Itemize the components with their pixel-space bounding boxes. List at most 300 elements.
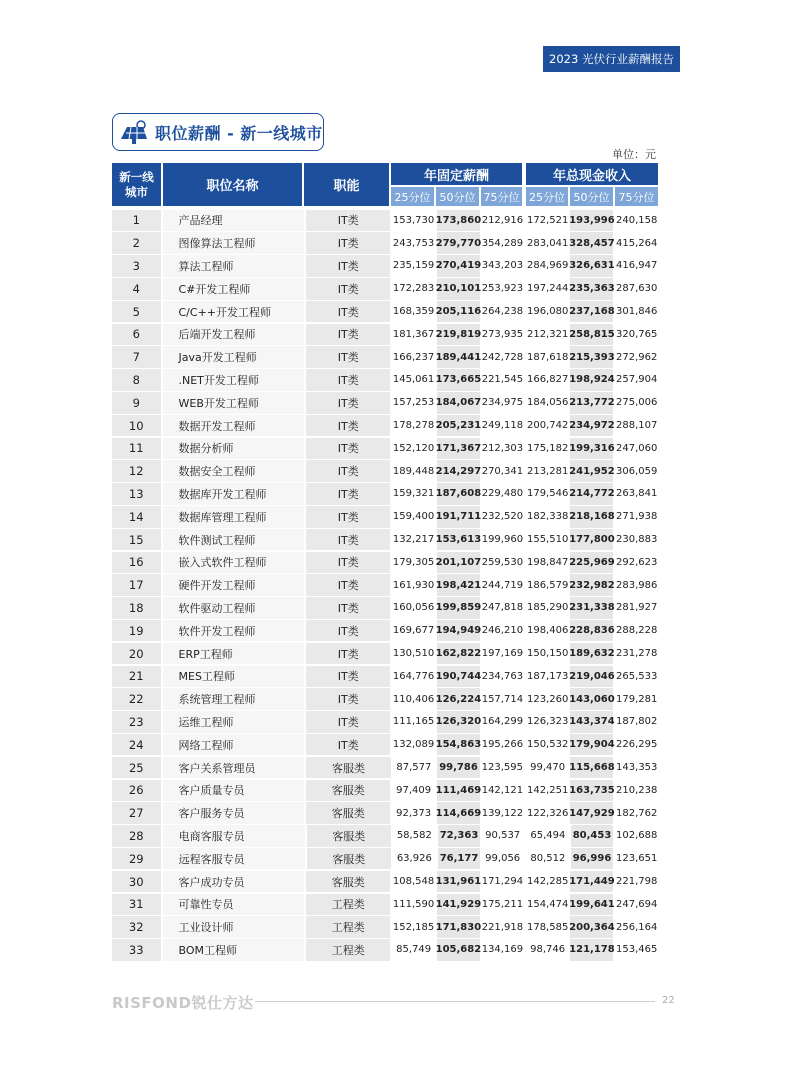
total-p50-cell: 143,374	[570, 711, 613, 733]
fixed-p25-cell: 132,217	[392, 529, 435, 551]
fixed-p50-cell: 76,177	[438, 848, 481, 870]
total-p25-cell: 184,056	[527, 392, 569, 414]
table-row	[112, 642, 658, 665]
fixed-p75-cell: 249,118	[482, 415, 523, 437]
total-p50-cell: 232,982	[570, 574, 613, 596]
row-index: 9	[112, 392, 161, 414]
total-p25-cell: 175,182	[527, 438, 569, 460]
total-p75-cell: 230,883	[615, 529, 658, 551]
table-row	[112, 437, 658, 460]
table-row	[112, 460, 658, 483]
fixed-p75-cell: 247,818	[482, 597, 523, 619]
row-index: 10	[112, 415, 161, 437]
table-row	[112, 483, 658, 506]
fixed-p75-cell: 90,537	[482, 825, 523, 847]
table-row	[112, 323, 658, 346]
fixed-p75-cell: 229,480	[482, 483, 523, 505]
subheader-total-p25: 25分位	[526, 187, 568, 206]
table-row	[112, 551, 658, 574]
job-title-cell: ERP工程师	[163, 643, 305, 665]
fixed-p25-cell: 108,548	[392, 871, 435, 893]
fixed-p25-cell: 161,930	[392, 574, 435, 596]
fixed-p75-cell: 134,169	[482, 939, 523, 961]
total-p50-cell: 237,168	[570, 301, 613, 323]
subheader-fixed-p50: 50分位	[436, 187, 479, 206]
fixed-p75-cell: 212,303	[482, 438, 523, 460]
total-p25-cell: 197,244	[527, 278, 569, 300]
job-title-cell: 图像算法工程师	[163, 232, 305, 254]
total-p50-cell: 241,952	[570, 460, 613, 482]
job-title-cell: 算法工程师	[163, 255, 305, 277]
fixed-p25-cell: 159,400	[392, 506, 435, 528]
fixed-p75-cell: 139,122	[482, 802, 523, 824]
header-fixed-pay: 年固定薪酬	[391, 163, 522, 185]
job-title-cell: 客户关系管理员	[163, 757, 305, 779]
total-p25-cell: 182,338	[527, 506, 569, 528]
table-row	[112, 939, 658, 962]
row-index: 2	[112, 232, 161, 254]
job-title-cell: 客户质量专员	[163, 780, 305, 802]
total-p75-cell: 275,006	[615, 392, 658, 414]
fixed-p75-cell: 171,294	[482, 871, 523, 893]
table-row	[112, 232, 658, 255]
function-cell: 客服类	[306, 757, 390, 779]
fixed-p50-cell: 189,441	[437, 346, 480, 368]
total-p75-cell: 263,841	[615, 483, 658, 505]
function-cell: IT类	[306, 324, 390, 346]
table-row	[112, 825, 658, 848]
job-title-cell: 后端开发工程师	[163, 324, 305, 346]
section-title-box	[112, 113, 324, 151]
table-row	[112, 893, 658, 916]
fixed-p50-cell: 205,116	[437, 301, 480, 323]
fixed-p50-cell: 219,819	[437, 324, 480, 346]
fixed-p75-cell: 142,121	[482, 780, 523, 802]
job-title-cell: 客户服务专员	[163, 802, 305, 824]
fixed-p50-cell: 187,608	[437, 483, 480, 505]
job-title-cell: Java开发工程师	[163, 346, 305, 368]
fixed-p75-cell: 242,728	[482, 346, 523, 368]
total-p75-cell: 187,802	[615, 711, 658, 733]
function-cell: IT类	[306, 392, 390, 414]
function-cell: IT类	[306, 597, 390, 619]
total-p25-cell: 283,041	[527, 232, 569, 254]
fixed-p50-cell: 154,863	[437, 734, 480, 756]
table-row	[112, 277, 658, 300]
fixed-p75-cell: 270,341	[482, 460, 523, 482]
fixed-p50-cell: 131,961	[437, 871, 480, 893]
function-cell: 客服类	[306, 871, 390, 893]
job-title-cell: 工业设计师	[163, 916, 305, 938]
fixed-p25-cell: 164,776	[392, 666, 435, 688]
total-p50-cell: 214,772	[570, 483, 613, 505]
table-row	[112, 369, 658, 392]
job-title-cell: 数据安全工程师	[163, 460, 305, 482]
job-title-cell: BOM工程师	[163, 939, 305, 961]
total-p75-cell: 281,927	[615, 597, 658, 619]
fixed-p25-cell: 181,367	[392, 324, 435, 346]
function-cell: 客服类	[307, 825, 391, 847]
total-p50-cell: 258,815	[570, 324, 613, 346]
row-index: 3	[112, 255, 161, 277]
job-title-cell: MES工程师	[163, 666, 305, 688]
total-p50-cell: 96,996	[571, 848, 614, 870]
fixed-p50-cell: 279,770	[437, 232, 480, 254]
fixed-p75-cell: 354,289	[482, 232, 523, 254]
solar-panel-icon	[119, 119, 149, 145]
row-index: 19	[112, 620, 161, 642]
fixed-p50-cell: 194,949	[437, 620, 480, 642]
fixed-p25-cell: 63,926	[393, 848, 436, 870]
table-row	[112, 733, 658, 756]
row-index: 29	[112, 848, 161, 870]
total-p25-cell: 187,618	[527, 346, 569, 368]
job-title-cell: 系统管理工程师	[163, 688, 305, 710]
job-title-cell: C#开发工程师	[163, 278, 305, 300]
row-index: 30	[112, 871, 161, 893]
subheader-total-p50: 50分位	[570, 187, 613, 206]
function-cell: IT类	[306, 460, 390, 482]
fixed-p75-cell: 175,211	[482, 894, 523, 916]
total-p25-cell: 198,406	[527, 620, 569, 642]
fixed-p50-cell: 173,860	[437, 210, 480, 232]
fixed-p25-cell: 87,577	[393, 757, 436, 779]
fixed-p25-cell: 153,730	[392, 210, 435, 232]
total-p75-cell: 256,164	[615, 916, 658, 938]
fixed-p75-cell: 232,520	[482, 506, 523, 528]
fixed-p75-cell: 164,299	[482, 711, 523, 733]
section-title: 职位薪酬 - 新一线城市	[155, 123, 323, 143]
total-p25-cell: 196,080	[527, 301, 569, 323]
header-total-cash: 年总现金收入	[526, 163, 658, 185]
total-p25-cell: 150,150	[527, 643, 569, 665]
job-title-cell: 远程客服专员	[163, 848, 305, 870]
total-p75-cell: 257,904	[615, 369, 658, 391]
report-tag: 2023 光伏行业薪酬报告	[543, 46, 680, 72]
fixed-p50-cell: 210,101	[437, 278, 480, 300]
total-p50-cell: 143,060	[570, 688, 613, 710]
job-title-cell: 数据库管理工程师	[163, 506, 305, 528]
total-p50-cell: 171,449	[570, 871, 613, 893]
function-cell: IT类	[306, 529, 390, 551]
total-p25-cell: 155,510	[527, 529, 569, 551]
fixed-p50-cell: 198,421	[437, 574, 480, 596]
fixed-p25-cell: 189,448	[392, 460, 435, 482]
total-p75-cell: 210,238	[615, 780, 658, 802]
total-p50-cell: 193,996	[570, 210, 613, 232]
job-title-cell: 软件开发工程师	[163, 620, 305, 642]
total-p50-cell: 147,929	[570, 802, 613, 824]
total-p25-cell: 150,532	[527, 734, 569, 756]
total-p75-cell: 182,762	[615, 802, 658, 824]
total-p75-cell: 320,765	[615, 324, 658, 346]
total-p25-cell: 122,326	[527, 802, 569, 824]
total-p75-cell: 283,986	[615, 574, 658, 596]
function-cell: IT类	[306, 483, 390, 505]
total-p50-cell: 121,178	[570, 939, 613, 961]
total-p50-cell: 231,338	[570, 597, 613, 619]
function-cell: IT类	[306, 369, 390, 391]
table-row	[112, 711, 658, 734]
job-title-cell: 数据库开发工程师	[163, 483, 305, 505]
header-job-name: 职位名称	[163, 163, 302, 206]
total-p75-cell: 272,962	[615, 346, 658, 368]
total-p50-cell: 179,904	[570, 734, 613, 756]
fixed-p50-cell: 162,822	[437, 643, 480, 665]
table-row	[112, 619, 658, 642]
function-cell: 工程类	[306, 894, 390, 916]
fixed-p75-cell: 212,916	[482, 210, 523, 232]
total-p50-cell: 328,457	[570, 232, 613, 254]
row-index: 6	[112, 324, 161, 346]
total-p75-cell: 143,353	[615, 757, 658, 779]
job-title-cell: C/C++开发工程师	[163, 301, 305, 323]
subheader-fixed-p25: 25分位	[391, 187, 434, 206]
job-title-cell: 产品经理	[163, 210, 305, 232]
total-p25-cell: 178,585	[527, 916, 569, 938]
fixed-p25-cell: 130,510	[392, 643, 435, 665]
total-p25-cell: 284,969	[527, 255, 569, 277]
footer-logo: RISFOND锐仕方达	[112, 994, 254, 1012]
total-p25-cell: 213,281	[527, 460, 569, 482]
total-p50-cell: 115,668	[570, 757, 613, 779]
fixed-p75-cell: 197,169	[482, 643, 523, 665]
fixed-p25-cell: 235,159	[392, 255, 435, 277]
fixed-p75-cell: 246,210	[482, 620, 523, 642]
fixed-p75-cell: 199,960	[482, 529, 523, 551]
total-p75-cell: 288,228	[615, 620, 658, 642]
total-p75-cell: 226,295	[615, 734, 658, 756]
total-p25-cell: 212,321	[527, 324, 569, 346]
row-index: 17	[112, 574, 161, 596]
row-index: 7	[112, 346, 161, 368]
function-cell: 客服类	[306, 802, 390, 824]
fixed-p50-cell: 114,669	[437, 802, 480, 824]
row-index: 5	[112, 301, 161, 323]
total-p75-cell: 179,281	[615, 688, 658, 710]
row-index: 14	[112, 506, 161, 528]
total-p75-cell: 288,107	[615, 415, 658, 437]
unit-label: 单位：元	[612, 148, 656, 161]
fixed-p50-cell: 171,367	[437, 438, 480, 460]
job-title-cell: 电商客服专员	[163, 825, 305, 847]
function-cell: 客服类	[307, 848, 391, 870]
fixed-p25-cell: 179,305	[392, 552, 435, 574]
job-title-cell: 数据分析师	[163, 438, 305, 460]
function-cell: IT类	[306, 255, 390, 277]
total-p25-cell: 198,847	[527, 552, 569, 574]
total-p50-cell: 215,393	[570, 346, 613, 368]
fixed-p25-cell: 168,359	[392, 301, 435, 323]
total-p50-cell: 225,969	[570, 552, 613, 574]
total-p75-cell: 301,846	[615, 301, 658, 323]
total-p50-cell: 228,836	[570, 620, 613, 642]
salary-table-body	[112, 209, 658, 961]
table-row	[112, 597, 658, 620]
function-cell: IT类	[306, 506, 390, 528]
fixed-p50-cell: 105,682	[437, 939, 480, 961]
fixed-p50-cell: 72,363	[438, 825, 481, 847]
subheader-total-p75: 75分位	[615, 187, 658, 206]
total-p25-cell: 80,512	[527, 848, 569, 870]
table-row	[112, 528, 658, 551]
row-index: 31	[112, 894, 161, 916]
total-p25-cell: 166,827	[527, 369, 569, 391]
total-p75-cell: 231,278	[615, 643, 658, 665]
fixed-p25-cell: 169,677	[392, 620, 435, 642]
job-title-cell: 客户成功专员	[163, 871, 305, 893]
total-p75-cell: 247,694	[615, 894, 658, 916]
total-p75-cell: 416,947	[615, 255, 658, 277]
header-function: 职能	[304, 163, 389, 206]
total-p25-cell: 172,521	[527, 210, 569, 232]
total-p50-cell: 199,641	[570, 894, 613, 916]
total-p25-cell: 126,323	[527, 711, 569, 733]
table-row	[112, 255, 658, 278]
fixed-p75-cell: 264,238	[482, 301, 523, 323]
fixed-p25-cell: 145,061	[392, 369, 435, 391]
job-title-cell: 软件驱动工程师	[163, 597, 305, 619]
row-index: 25	[112, 757, 161, 779]
total-p50-cell: 163,735	[570, 780, 613, 802]
row-index: 18	[112, 597, 161, 619]
fixed-p50-cell: 153,613	[437, 529, 480, 551]
function-cell: IT类	[306, 301, 390, 323]
total-p75-cell: 153,465	[615, 939, 658, 961]
fixed-p25-cell: 132,089	[392, 734, 435, 756]
fixed-p25-cell: 160,056	[392, 597, 435, 619]
fixed-p50-cell: 199,859	[437, 597, 480, 619]
function-cell: IT类	[306, 232, 390, 254]
row-index: 1	[112, 210, 161, 232]
fixed-p25-cell: 152,120	[392, 438, 435, 460]
fixed-p75-cell: 99,056	[482, 848, 523, 870]
fixed-p75-cell: 221,918	[482, 916, 523, 938]
job-title-cell: .NET开发工程师	[163, 369, 305, 391]
total-p25-cell: 200,742	[527, 415, 569, 437]
total-p75-cell: 265,533	[615, 666, 658, 688]
total-p50-cell: 213,772	[570, 392, 613, 414]
total-p75-cell: 271,938	[615, 506, 658, 528]
job-title-cell: 数据开发工程师	[163, 415, 305, 437]
fixed-p50-cell: 99,786	[437, 757, 480, 779]
job-title-cell: 硬件开发工程师	[163, 574, 305, 596]
total-p75-cell: 240,158	[615, 210, 658, 232]
header-city: 新一线 城市	[112, 163, 161, 206]
fixed-p50-cell: 141,929	[437, 894, 480, 916]
function-cell: IT类	[306, 620, 390, 642]
function-cell: IT类	[306, 666, 390, 688]
total-p75-cell: 247,060	[615, 438, 658, 460]
table-row	[112, 756, 658, 779]
fixed-p25-cell: 159,321	[392, 483, 435, 505]
total-p50-cell: 199,316	[570, 438, 613, 460]
fixed-p25-cell: 97,409	[392, 780, 435, 802]
total-p50-cell: 80,453	[571, 825, 614, 847]
function-cell: IT类	[306, 278, 390, 300]
table-row	[112, 300, 658, 323]
function-cell: IT类	[306, 415, 390, 437]
job-title-cell: 网络工程师	[163, 734, 305, 756]
fixed-p75-cell: 221,545	[482, 369, 523, 391]
total-p50-cell: 177,800	[570, 529, 613, 551]
function-cell: IT类	[306, 734, 390, 756]
total-p75-cell: 123,651	[615, 848, 658, 870]
total-p25-cell: 186,579	[527, 574, 569, 596]
table-row	[112, 209, 658, 232]
row-index: 33	[112, 939, 161, 961]
fixed-p25-cell: 172,283	[392, 278, 435, 300]
fixed-p50-cell: 191,711	[437, 506, 480, 528]
row-index: 21	[112, 666, 161, 688]
fixed-p50-cell: 126,224	[437, 688, 480, 710]
fixed-p50-cell: 184,067	[437, 392, 480, 414]
fixed-p75-cell: 195,266	[482, 734, 523, 756]
fixed-p50-cell: 173,665	[437, 369, 480, 391]
fixed-p75-cell: 259,530	[482, 552, 523, 574]
fixed-p25-cell: 85,749	[392, 939, 435, 961]
total-p25-cell: 99,470	[527, 757, 569, 779]
row-index: 26	[112, 780, 161, 802]
total-p50-cell: 219,046	[570, 666, 613, 688]
table-row	[112, 870, 658, 893]
total-p75-cell: 287,630	[615, 278, 658, 300]
fixed-p25-cell: 58,582	[393, 825, 436, 847]
table-row	[112, 688, 658, 711]
row-index: 20	[112, 643, 161, 665]
fixed-p50-cell: 270,419	[437, 255, 480, 277]
total-p50-cell: 235,363	[570, 278, 613, 300]
fixed-p75-cell: 234,975	[482, 392, 523, 414]
fixed-p25-cell: 178,278	[392, 415, 435, 437]
fixed-p50-cell: 205,231	[437, 415, 480, 437]
row-index: 32	[112, 916, 161, 938]
subheader-fixed-p75: 75分位	[481, 187, 522, 206]
fixed-p75-cell: 343,203	[482, 255, 523, 277]
row-index: 12	[112, 460, 161, 482]
row-index: 22	[112, 688, 161, 710]
total-p50-cell: 218,168	[570, 506, 613, 528]
total-p75-cell: 221,798	[615, 871, 658, 893]
total-p75-cell: 292,623	[615, 552, 658, 574]
table-row	[112, 802, 658, 825]
fixed-p25-cell: 152,185	[392, 916, 435, 938]
page-number: 22	[662, 995, 675, 1006]
total-p75-cell: 102,688	[615, 825, 658, 847]
function-cell: IT类	[306, 552, 390, 574]
total-p25-cell: 154,474	[527, 894, 569, 916]
fixed-p75-cell: 273,935	[482, 324, 523, 346]
total-p25-cell: 123,260	[527, 688, 569, 710]
total-p75-cell: 306,059	[615, 460, 658, 482]
total-p25-cell: 65,494	[527, 825, 569, 847]
function-cell: IT类	[306, 438, 390, 460]
total-p50-cell: 326,631	[570, 255, 613, 277]
table-row	[112, 391, 658, 414]
row-index: 15	[112, 529, 161, 551]
function-cell: 工程类	[306, 939, 390, 961]
fixed-p50-cell: 126,320	[437, 711, 480, 733]
job-title-cell: 嵌入式软件工程师	[163, 552, 305, 574]
fixed-p50-cell: 201,107	[437, 552, 480, 574]
row-index: 23	[112, 711, 161, 733]
fixed-p25-cell: 92,373	[392, 802, 435, 824]
function-cell: IT类	[306, 688, 390, 710]
total-p25-cell: 187,173	[527, 666, 569, 688]
function-cell: IT类	[306, 210, 390, 232]
table-row	[112, 574, 658, 597]
table-row	[112, 346, 658, 369]
